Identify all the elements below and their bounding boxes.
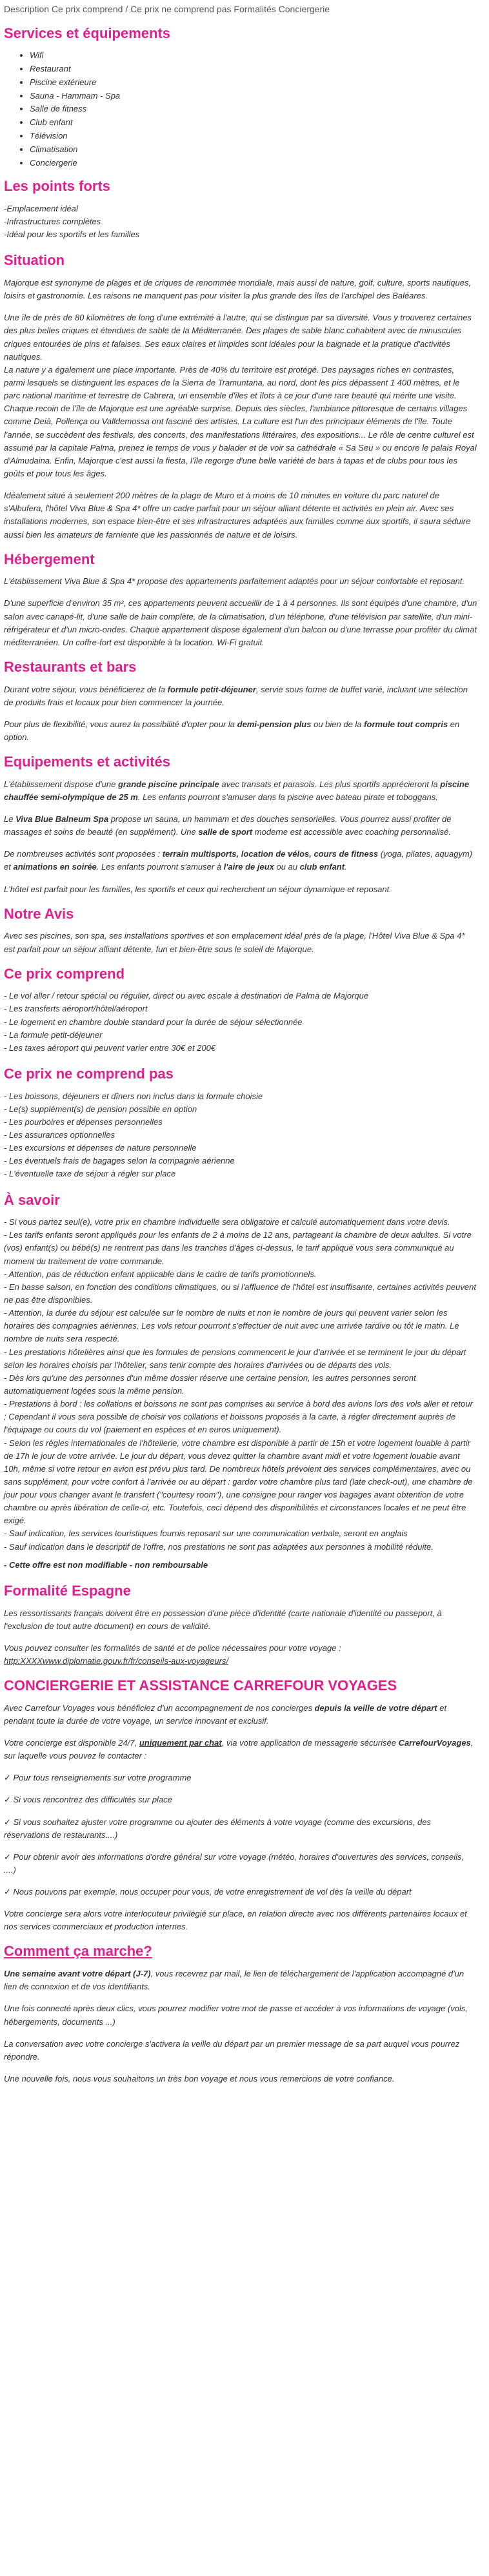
included-item: - Le logement en chambre double standard pour la durée de séjour sélectionnée <box>4 1017 303 1027</box>
included-item: - La formule petit-déjeuner <box>4 1029 103 1040</box>
non-refundable-note: - Cette offre est non modifiable - non remboursable <box>4 1559 208 1570</box>
situation-paragraph: Une île de près de 80 kilomètres de long d'une extrémité à l'autre, qui se distingue par sa diversité. Vous y trouverez certaines des plus belles criques et étendues de sable de la Méditerranée. Des plages de sable blanc cohabitent avec de minuscules criques entourées de pins et falaises. Ses eaux claires et limpides sont idéales pour la baignade et la pratique d'activités nautiques. <box>4 313 472 362</box>
activities-title: Equipements et activités <box>4 754 170 770</box>
how-paragraph: Une semaine avant votre départ (J-7), vous recevrez par mail, le lien de téléchargement de l'application accompagné d'un lien de connexion et de vos identifiants. <box>4 1969 464 1992</box>
concierge-check-item: ✓ Si vous souhaitez ajuster votre programme ou ajouter des éléments à votre voyage (comme des excursions, des réservations de restaurants....) <box>4 1817 431 1840</box>
know-item: - Prestations à bord : les collations et boissons ne sont pas comprises au service à bord des avions lors des vols aller et retour ; Cependant il vous sera possible de choisir vos collations et boissons proposés à la carte, à régler directement auprès de l'équipage ou cours du vol (paiement en espèces et en euros uniquement). <box>4 1399 473 1435</box>
situation-paragraph: Idéalement situé à seulement 200 mètres de la plage de Muro et à moins de 10 minutes en voiture du parc naturel de s'Albufera, l'hôtel Viva Blue & Spa 4* offre un cadre parfait pour un séjour alliant détente et activités en plein air. Avec ses installations modernes, son espace bien-être et ses infrastructures adaptées aux familles comme aux sportifs, il saura séduire aussi bien les amateurs de farniente que les passionnés de nature et de loisirs. <box>4 491 471 540</box>
included-item: - Le vol aller / retour spécial ou régulier, direct ou avec escale à destination de Palma de Majorque <box>4 991 369 1001</box>
opinion-title: Notre Avis <box>4 905 74 922</box>
restaurants-paragraph: Pour plus de flexibilité, vous aurez la possibilité d'opter pour la demi-pension plus ou bien de la formule tout compris en option. <box>4 719 460 743</box>
breadcrumb-formalities[interactable]: Formalités <box>234 4 276 14</box>
activities-paragraph: L'établissement dispose d'une grande piscine principale avec transats et parasols. Les plus sportifs apprécieront la piscine chauffée semi-olympique de 25 m. Les enfants pourront s'amuser dans la piscine avec bateau pirate et toboggans. <box>4 779 470 802</box>
breadcrumb-excluded[interactable]: Ce prix ne comprend pas <box>130 4 232 14</box>
service-item: • Piscine extérieure <box>30 76 477 90</box>
know-item: - En basse saison, en fonction des conditions climatiques, ou si l'affluence de l'hôtel est insuffisante, certaines activités peuvent ne pas être disponibles. <box>4 1282 476 1305</box>
concierge-check-item: ✓ Pour tous renseignements sur votre programme <box>4 1773 192 1783</box>
strengths-list <box>4 202 477 241</box>
how-paragraph: Une fois connecté après deux clics, vous pourrez modifier votre mot de passe et accéder à vos informations de voyage (vols, hébergements, documents ...) <box>4 2004 468 2027</box>
excluded-list <box>4 1090 477 1181</box>
included-item: - Les taxes aéroport qui peuvent varier entre 30€ et 200€ <box>4 1042 216 1053</box>
breadcrumb-separator: / <box>125 4 128 14</box>
service-item: • Club enfant <box>30 116 477 130</box>
excluded-item: - Les pourboires et dépenses personnelles <box>4 1117 163 1127</box>
situation-paragraph: La nature y a également une place importante. Près de 40% du territoire est protégé. Des paysages riches en contrastes, parmi lesquels se distinguent les espaces de la Sierra de Tramuntana, au nord, dont les pics dépassent 1 400 mètres, et le parc national maritime et terrestre de Cabrera, un ensemble d'îles et îlots à ce jour d'une rare beauté qui mérite une visite. Chaque recoin de l'île de Majorque est une agréable surprise. Depuis des siècles, l'ambiance pittoresque de certains villages comme Deià, Pollença ou Valldemossa ont fasciné des artistes. La culture est l'un des principaux éléments de l'île. Toute l'année, se succèdent des festivals, des concerts, des manifestations littéraires, des expositions... Le rôle de centre culturel est assumé par la capitale Palma, prenez le temps de vous y balader et de voir sa cathédrale « Sa Seu » ou encore le palais Royal d'Almudaina. Enfin, Majorque c'est aussi la fiesta, l'île regorge d'une belle variété de bars à tapas et de clubs pour tous les goûts et pour tous les âges. <box>4 364 477 479</box>
excluded-item: - Les excursions et dépenses de nature personnelle <box>4 1143 197 1153</box>
know-item: - Sauf indication, les services touristiques fournis reposant sur une communication verbale, seront en anglais <box>4 1528 408 1539</box>
strengths-title: Les points forts <box>4 178 111 195</box>
how-paragraph: Une nouvelle fois, nous vous souhaitons un très bon voyage et nous vous remercions de votre confiance. <box>4 2073 395 2083</box>
service-item: • Salle de fitness <box>30 102 477 116</box>
excluded-item: - Le(s) supplément(s) de pension possible en option <box>4 1104 197 1114</box>
service-item: • Restaurant <box>30 63 477 76</box>
included-item: - Les transferts aéroport/hôtel/aéroport <box>4 1004 148 1014</box>
service-item: • Climatisation <box>30 143 477 157</box>
situation-paragraph: Majorque est synonyme de plages et de criques de renommée mondiale, mais aussi de nature, golf, culture, sports nautiques, loisirs et gastronomie. Les raisons ne manquent pas pour visiter la plus grande des îles de l'archipel des Baléares. <box>4 278 472 301</box>
service-item: • Sauna - Hammam - Spa <box>30 90 477 103</box>
know-item: - Attention, pas de réduction enfant applicable dans le cadre de tarifs promotionnels. <box>4 1269 317 1279</box>
service-item: • Télévision <box>30 130 477 143</box>
know-list <box>4 1216 477 1572</box>
breadcrumb-description[interactable]: Description <box>4 4 50 14</box>
formalities-paragraph: Vous pouvez consulter les formalités de santé et de police nécessaires pour votre voyage : http:XXXXwww.diplomatie.gouv.fr/fr/conseils-aux-voyageurs/ <box>4 1643 341 1666</box>
service-item: • Wifi <box>30 49 477 63</box>
breadcrumb-concierge[interactable]: Conciergerie <box>278 4 330 14</box>
included-list <box>4 990 477 1055</box>
activities-paragraph: De nombreuses activités sont proposées : terrain multisports, location de vélos, cours de fitness (yoga, pilates, aquagym) et animations en soirée. Les enfants pourront s'amuser à l'aire de jeux ou au club enfant. <box>4 849 473 872</box>
service-item: • Conciergerie <box>30 157 477 170</box>
excluded-item: - Les assurances optionnelles <box>4 1129 115 1140</box>
strength-item: -Infrastructures complètes <box>4 217 101 227</box>
formalities-title: Formalité Espagne <box>4 1582 131 1599</box>
included-title: Ce prix comprend <box>4 965 125 982</box>
restaurants-title: Restaurants et bars <box>4 659 137 676</box>
excluded-item: - L'éventuelle taxe de séjour à régler sur place <box>4 1169 176 1179</box>
know-title: À savoir <box>4 1191 60 1208</box>
situation-title: Situation <box>4 252 65 269</box>
strength-item: -Emplacement idéal <box>4 204 78 214</box>
know-item: - Les prestations hôtelières ainsi que les formules de pensions commencent le jour d'arrivée et se terminent le jour du départ selon les horaires choisis par l'hôtelier, sans tenir compte des horaires d'arrivées ou de départs des vols. <box>4 1347 466 1370</box>
formalities-link[interactable]: http:XXXXwww.diplomatie.gouv.fr/fr/conseils-aux-voyageurs/ <box>4 1655 229 1666</box>
breadcrumb <box>4 3 477 17</box>
know-item: - Dès lors qu'une des personnes d'un même dossier réserve une certaine pension, les autres personnes seront automatiquement logées sous la même pension. <box>4 1372 416 1396</box>
know-item: - Selon les règles internationales de l'hôtellerie, votre chambre est disponible à partir de 15h et votre logement louable à partir de 17h le jour de votre arrivée. Le jour du départ, vous devez quitter la chambre avant midi et votre logement louable avant 10h, même si votre retour en avion est prévu plus tard. De nombreux hôtels prévoient des services complémentaires, avec ou sans supplément, pour votre confort à l'arrivée ou au départ : garder votre chambre plus tard (late check-out), une chambre de jour pour vous changer avant le transfert ("courtesy room"), une consigne pour ranger vos bagages avant obtention de votre chambre ou après libération de celle-ci, etc. Toutefois, ceci dépend des disponibilités et circonstances locales et ne peut être exigé. <box>4 1438 473 1526</box>
formalities-paragraph: Les ressortissants français doivent être en possession d'une pièce d'identité (carte nationale d'identité ou passeport, à l'exclusion de tout autre document) en cours de validité. <box>4 1608 442 1631</box>
concierge-paragraph: Avec Carrefour Voyages vous bénéficiez d'un accompagnement de nos concierges depuis la veille de votre départ et pendant toute la durée de votre voyage, un service innovant et exclusif. <box>4 1703 447 1726</box>
accommodation-title: Hébergement <box>4 551 95 567</box>
concierge-check-item: ✓ Pour obtenir avoir des informations d'ordre général sur votre voyage (météo, horaires d'ouvertures des services, conseils, ....) <box>4 1851 464 1875</box>
breadcrumb-included[interactable]: Ce prix comprend <box>51 4 123 14</box>
concierge-paragraph: Votre concierge est disponible 24/7, uniquement par chat, via votre application de messagerie sécurisée CarrefourVoyages, sur laquelle vous pouvez le contacter : <box>4 1737 474 1761</box>
how-paragraph: La conversation avec votre concierge s'activera la veille du départ par un premier message de sa part auquel vous pourrez répondre. <box>4 2038 460 2062</box>
concierge-paragraph: Votre concierge sera alors votre interlocuteur privilégié sur place, en relation directe avec nos différents partenaires locaux et nos services commerciaux et production internes. <box>4 1909 467 1932</box>
services-list <box>4 49 477 170</box>
accommodation-paragraph: L'établissement Viva Blue & Spa 4* propose des appartements parfaitement adaptés pour un séjour confortable et reposant. <box>4 576 465 587</box>
know-item: - Attention, la durée du séjour est calculée sur le nombre de nuits et non le nombre de jours qui peuvent varier selon les horaires des compagnies aériennes. Les vols retour pourront s'effectuer de nuit avec une arrivée tardive ou tôt le matin. Le nombre de nuits sera respecté. <box>4 1308 459 1344</box>
concierge-title: CONCIERGERIE ET ASSISTANCE CARREFOUR VOYAGES <box>4 1677 397 1694</box>
restaurants-paragraph: Durant votre séjour, vous bénéficierez de la formule petit-déjeuner, servie sous forme de buffet varié, incluant une sélection de produits frais et locaux pour bien commencer la journée. <box>4 684 468 707</box>
excluded-item: - Les boissons, déjeuners et dîners non inclus dans la formule choisie <box>4 1091 263 1101</box>
know-item: - Si vous partez seul(e), votre prix en chambre individuelle sera obligatoire et calculé automatiquement dans votre devis. <box>4 1217 450 1227</box>
opinion-paragraph: Avec ses piscines, son spa, ses installations sportives et son emplacement idéal près de la plage, l'Hôtel Viva Blue & Spa 4* est parfait pour un séjour alliant détente, fun et bien-être sous le soleil de Majorque. <box>4 931 465 954</box>
how-title: Comment ça marche? <box>4 1943 152 1960</box>
concierge-check-item: ✓ Si vous rencontrez des difficultés sur place <box>4 1795 172 1805</box>
know-item: - Sauf indication dans le descriptif de l'offre, nos prestations ne sont pas adaptées aux personnes à mobilité réduite. <box>4 1541 434 1552</box>
accommodation-paragraph: D'une superficie d'environ 35 m², ces appartements peuvent accueillir de 1 à 4 personnes. Ils sont équipés d'une chambre, d'un salon avec canapé-lit, d'une salle de bain complète, de la climatisation, d'un téléphone, d'une télévision par satellite, d'un mini-réfrigérateur et d'un micro-ondes. Chaque appartement dispose également d'un balcon ou d'une terrasse pour profiter du climat méditerranéen. Un coffre-fort est disponible à la location. Wi-Fi gratuit. <box>4 598 477 647</box>
strength-item: -Idéal pour les sportifs et les familles <box>4 229 140 240</box>
know-item: - Les tarifs enfants seront appliqués pour les enfants de 2 à moins de 12 ans, partageant la chambre de deux adultes. Si votre (vos) enfant(s) ou bébé(s) ne rentrent pas dans les tranches d'âges ci-dessus, le tarif appliqué vous sera communiqué au moment du traitement de votre commande. <box>4 1230 472 1266</box>
excluded-title: Ce prix ne comprend pas <box>4 1065 174 1082</box>
activities-paragraph: Le Viva Blue Balneum Spa propose un sauna, un hammam et des douches sensorielles. Vous pourrez aussi profiter de massages et soins de beauté (en supplément). Une salle de sport moderne est accessible avec coaching personnalisé. <box>4 814 452 837</box>
concierge-check-item: ✓ Nous pouvons par exemple, nous occuper pour vous, de votre enregistrement de vol dès la veille du départ <box>4 1887 412 1897</box>
services-title: Services et équipements <box>4 24 171 41</box>
activities-paragraph: L'hôtel est parfait pour les familles, les sportifs et ceux qui recherchent un séjour dynamique et reposant. <box>4 884 392 894</box>
excluded-item: - Les éventuels frais de bagages selon la compagnie aérienne <box>4 1156 235 1166</box>
